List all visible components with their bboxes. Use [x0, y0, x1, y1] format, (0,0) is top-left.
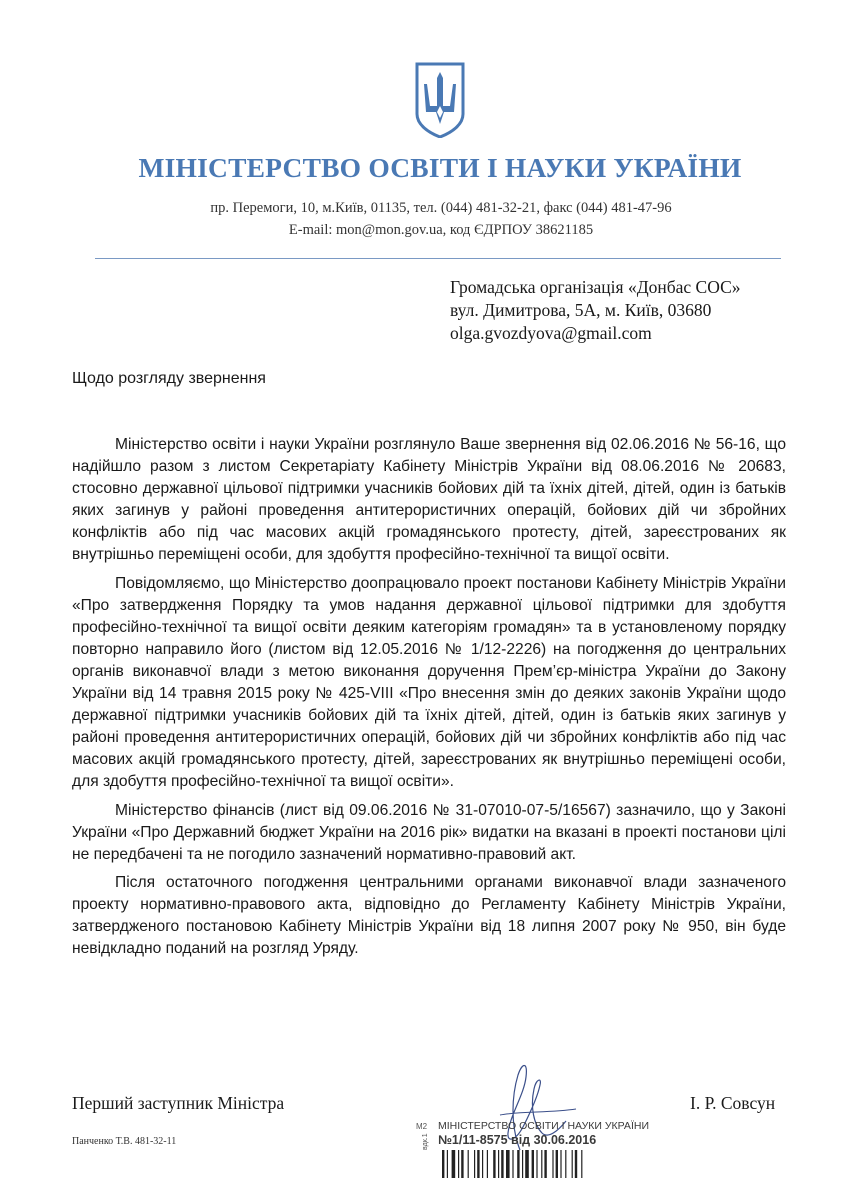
- trident-emblem-icon: [413, 62, 467, 138]
- recipient-organization: Громадська організація «Донбас СОС»: [450, 277, 741, 297]
- barcode: [442, 1150, 632, 1178]
- body-paragraph: Міністерство освіти і науки України розглянуло Ваше звернення від 02.06.2016 № 56-16, що надійшло разом з листом Секретаріату Кабінету Міністрів України від 08.06.2016 № 20683, стосовно державної цільової підтримки учасників бойових дій та їхніх дітей, дітей, один із батьків яких загинув у районі проведення антитерористичних операцій, бойових дій чи збройних конфліктів або під час масових акцій громадянського протесту, дітей, зареєстрованих як внутрішньо переміщені особи, для здобуття професійно-технічної та вищої освіти.: [72, 436, 786, 564]
- executor-contact: Панченко Т.В. 481-32-11: [72, 1136, 177, 1147]
- recipient-email: olga.gvozdyova@gmail.com: [450, 323, 652, 343]
- stamp-registration-number: №1/11-8575 від 30.06.2016: [438, 1133, 597, 1147]
- stamp-prefix: М2: [416, 1122, 428, 1131]
- signer-title: Перший заступник Міністра: [72, 1093, 285, 1113]
- body-paragraph: Повідомляємо, що Міністерство доопрацювало проект постанови Кабінету Міністрів України «Про затвердження Порядку та умов надання державної цільової підтримки для здобуття професійно-технічної та вищої освіти деяким категоріям громадян» та в установленому порядку повторно направило його (листом від 12.05.2016 № 1/12-2226) на погодження до центральних органів виконавчої влади з метою виконання доручення Прем’єр-міністра України до Закону України від 14 травня 2015 року № 425-VIII «Про внесення змін до деяких законів України щодо державної підтримки учасників бойових дій та їхніх дітей, дітей, один із батьків яких загинув у районі проведення антитерористичних операцій, бойових дій чи збройних конфліктів або під час масових акцій громадянського протесту, дітей, зареєстрованих як внутрішньо переміщені особи, для здобуття професійно-технічної та вищої освіти».: [72, 574, 786, 791]
- stamp-ministry: МІНІСТЕРСТВО ОСВІТИ І НАУКИ УКРАЇНИ: [438, 1120, 649, 1132]
- signer-name: І. Р. Совсун: [690, 1093, 776, 1113]
- registration-stamp: [416, 1120, 686, 1180]
- letter-body: [72, 434, 786, 966]
- body-paragraph: Після остаточного погодження центральними органами виконавчої влади зазначеного проекту нормативно-правового акта, відповідно до Регламенту Кабінету Міністрів України, затвердженого постановою Кабінету Міністрів України від 18 липня 2007 року № 950, він буде невідкладно поданий на розгляд Уряду.: [72, 873, 786, 958]
- ministry-title: МІНІСТЕРСТВО ОСВІТИ І НАУКИ УКРАЇНИ: [138, 152, 742, 183]
- body-paragraph: Міністерство фінансів (лист від 09.06.2016 № 31-07010-07-5/16567) зазначило, що у Законі України «Про Державний бюджет України на 2016 рік» видатки на вказані в проекті постанови цілі не передбачені та не погодило зазначений нормативно-правовий акт.: [72, 801, 786, 863]
- letter-subject: Щодо розгляду звернення: [72, 370, 266, 387]
- ministry-address: пр. Перемоги, 10, м.Київ, 01135, тел. (044) 481-32-21, факс (044) 481-47-96: [210, 200, 672, 216]
- recipient-street: вул. Димитрова, 5А, м. Київ, 03680: [450, 300, 712, 320]
- stamp-side-label: вдк.1: [422, 1133, 429, 1150]
- header-divider: [95, 258, 781, 259]
- ministry-email: E-mail: mon@mon.gov.ua, код ЄДРПОУ 38621185: [288, 222, 594, 238]
- recipient-block: [450, 276, 741, 345]
